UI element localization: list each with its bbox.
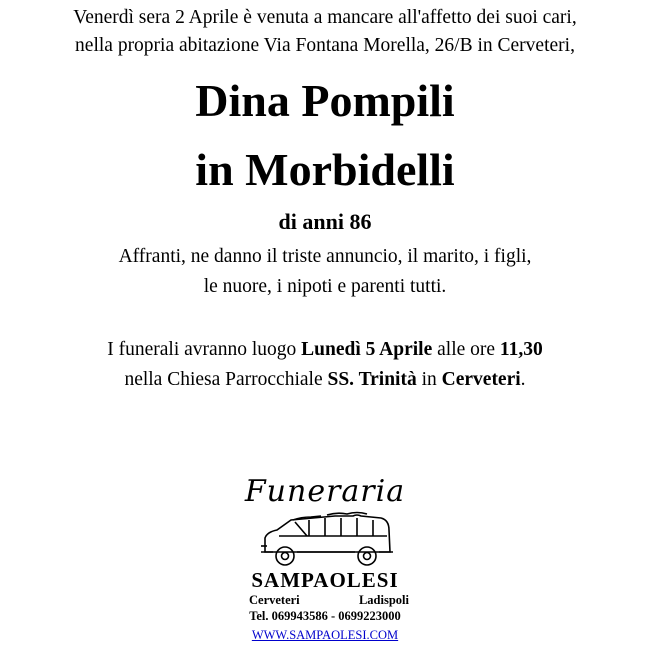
announcement-line-2: le nuore, i nipoti e parenti tutti. xyxy=(203,276,447,297)
funeral-text-3: nella Chiesa Parrocchiale xyxy=(124,369,328,390)
deceased-name: Dina Pompili xyxy=(195,75,455,126)
funeral-date: Lunedì 5 Aprile xyxy=(301,339,433,360)
announcement-line-1: Affranti, ne danno il triste annuncio, il marito, i figli, xyxy=(118,246,532,267)
funeral-line-1 xyxy=(0,336,650,364)
logo-title: Funeraria xyxy=(244,474,406,509)
funeral-text-1: I funerali avranno luogo xyxy=(107,339,302,360)
funeral-text-5: . xyxy=(520,369,526,390)
deceased-age: di anni 86 xyxy=(278,209,372,234)
logo-city-1: Cerveteri xyxy=(249,593,300,607)
funeral-home-logo xyxy=(225,470,425,650)
intro-line-2: nella propria abitazione Via Fontana Morella, 26/B in Cerveteri, xyxy=(75,35,575,56)
website-link[interactable]: WWW.SAMPAOLESI.COM xyxy=(251,628,399,642)
funeral-town: Cerveteri xyxy=(441,369,521,390)
funeral-text-2: alle ore xyxy=(432,339,500,360)
logo-city-2: Ladispoli xyxy=(358,593,409,607)
logo-brand: SAMPAOLESI xyxy=(251,568,399,592)
hearse-icon xyxy=(257,508,397,570)
funeral-church: SS. Trinità xyxy=(327,369,417,390)
intro-line-1: Venerdì sera 2 Aprile è venuta a mancare all'affetto dei suoi cari, xyxy=(73,7,577,28)
funeral-line-2 xyxy=(0,366,650,394)
funeral-text-4: in xyxy=(416,369,442,390)
logo-cities xyxy=(249,593,409,608)
logo-phone: Tel. 069943586 - 0699223000 xyxy=(249,609,401,623)
funeral-time: 11,30 xyxy=(499,339,543,360)
deceased-married-name: in Morbidelli xyxy=(195,144,455,195)
